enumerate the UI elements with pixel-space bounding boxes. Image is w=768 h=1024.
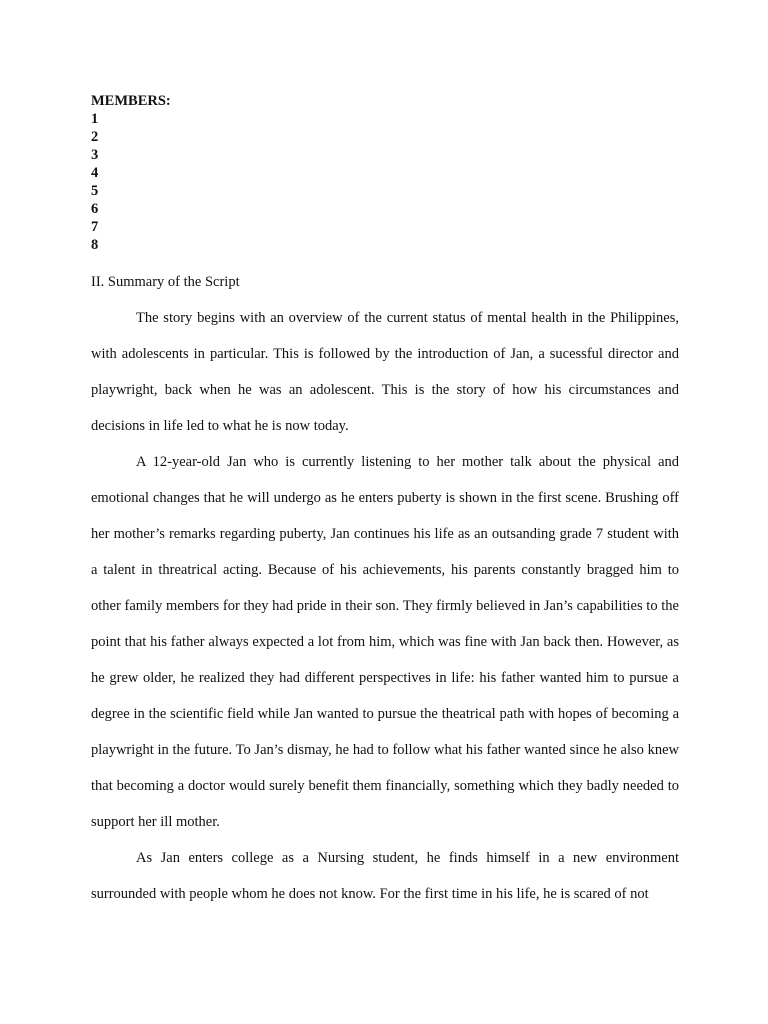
members-section xyxy=(91,92,679,254)
document-page xyxy=(91,92,679,912)
member-number: 3 xyxy=(91,147,99,163)
member-number: 1 xyxy=(91,111,99,127)
body-paragraph: As Jan enters college as a Nursing student, he finds himself in a new environment surrounded with people whom he does not know. For the first time in his life, he is scared of not xyxy=(91,850,679,902)
members-heading: MEMBERS: xyxy=(91,93,171,109)
member-number: 7 xyxy=(91,219,99,235)
member-number: 5 xyxy=(91,183,99,199)
member-number: 6 xyxy=(91,201,99,217)
member-list xyxy=(91,110,679,254)
member-number: 2 xyxy=(91,129,99,145)
body-paragraph: The story begins with an overview of the current status of mental health in the Philippines, with adolescents in particular. This is followed by the introduction of Jan, a sucessful director and playwright, back when he was an adolescent. This is the story of how his circumstances and decisions in life led to what he is now today. xyxy=(91,310,679,434)
member-number: 4 xyxy=(91,165,99,181)
body-paragraph: A 12-year-old Jan who is currently listening to her mother talk about the physical and emotional changes that he will undergo as he enters puberty is shown in the first scene. Brushing off her mother’s remarks regarding puberty, Jan continues his life as an outsanding grade 7 student with a talent in threatrical acting. Because of his achievements, his parents constantly bragged him to other family members for they had pride in their son. They firmly believed in Jan’s capabilities to the point that his father always expected a lot from him, which was fine with Jan back then. However, as he grew older, he realized they had different perspectives in life: his father wanted him to pursue a degree in the scientific field while Jan wanted to pursue the theatrical path with hopes of becoming a playwright in the future. To Jan’s dismay, he had to follow what his father wanted since he also knew that becoming a doctor would surely benefit them financially, something which they badly needed to support her ill mother. xyxy=(91,454,679,830)
member-number: 8 xyxy=(91,237,99,253)
section-heading: II. Summary of the Script xyxy=(91,274,240,290)
